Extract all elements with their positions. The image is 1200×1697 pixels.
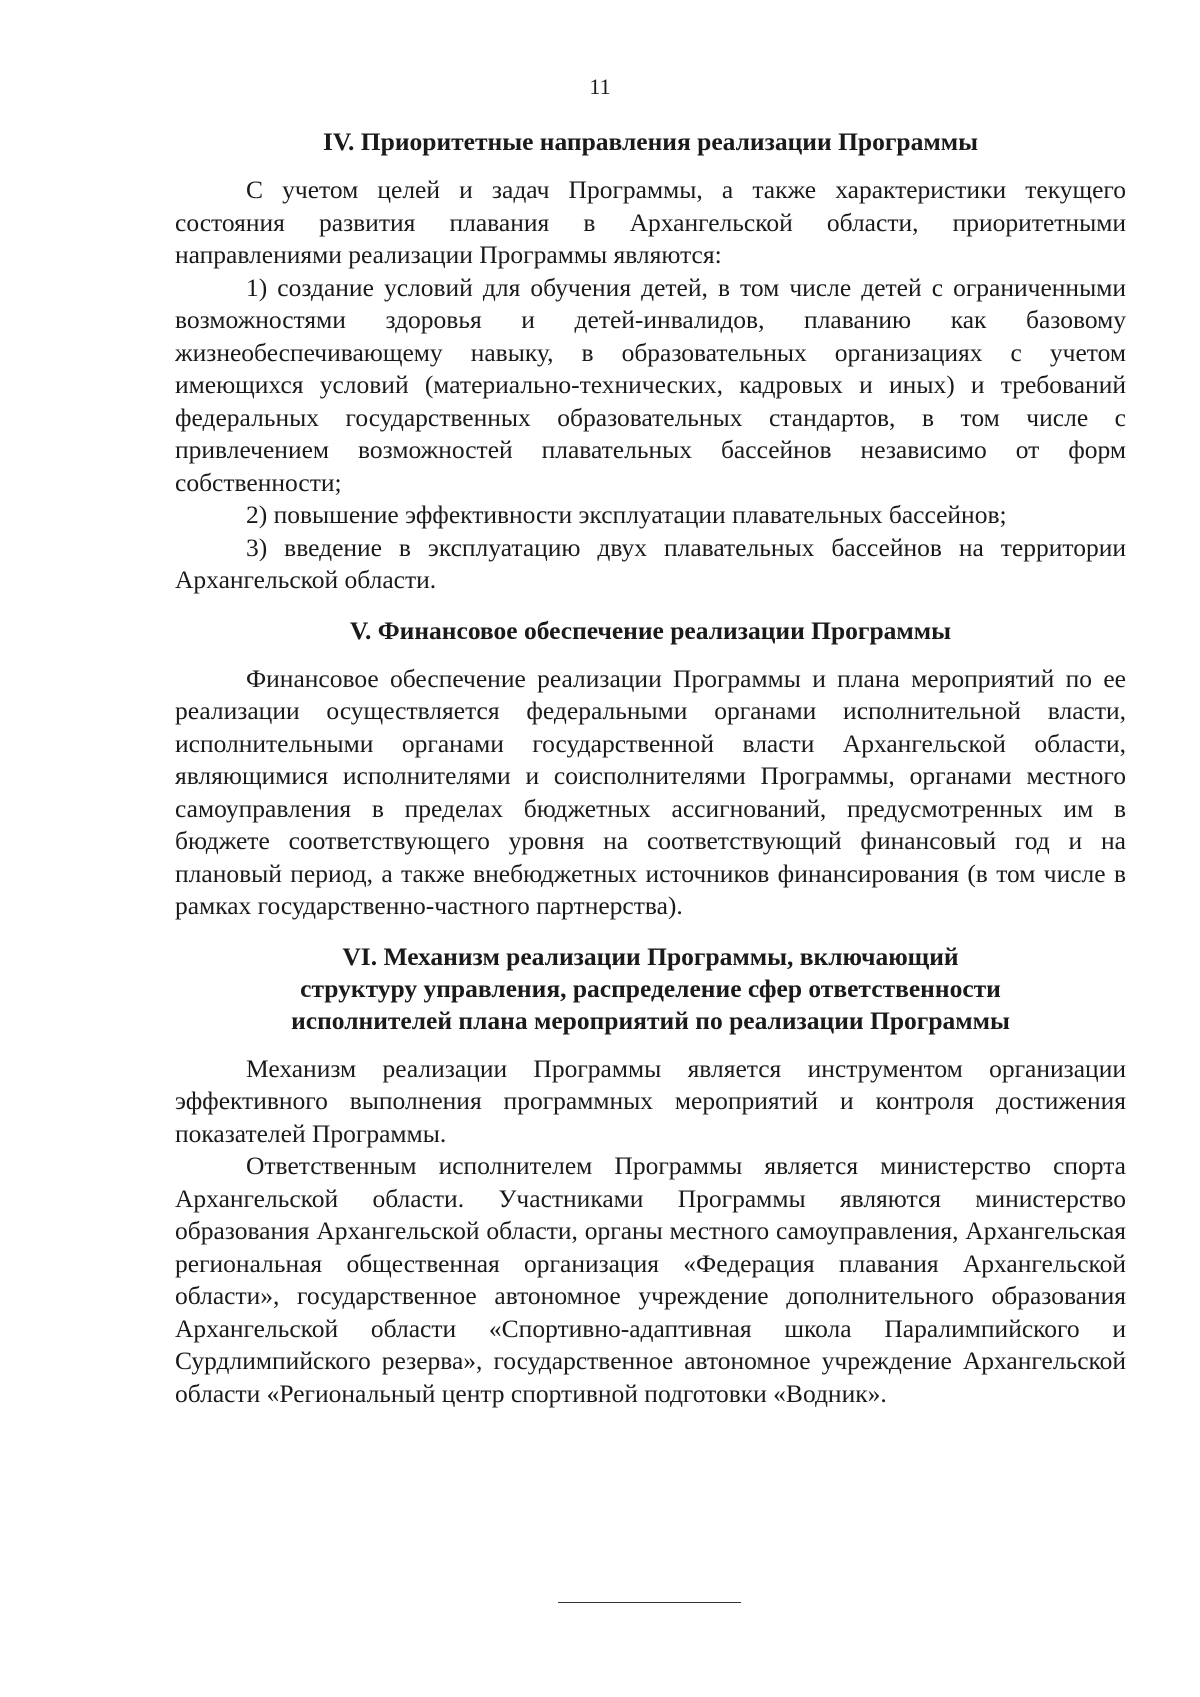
paragraph: Ответственным исполнителем Программы является министерство спорта Архангельской области. Участниками Программы являются министерство образования Архангельской области, органы местного самоуправления, Архангельская региональная общественная организация «Федерация плавания Архангельской области», государственное автономное учреждение дополнительного образования Архангельской области «Спортивно-адаптивная школа Паралимпийского и Сурдлимпийского резерва», государственное автономное учреждение Архангельской области «Региональный центр спортивной подготовки «Водник». (175, 1151, 1126, 1408)
list-item: 1) создание условий для обучения детей, в том числе детей с ограниченными возможностями здоровья и детей-инвалидов, плаванию как базовому жизнеобеспечивающему навыку, в образовательных организациях с учетом имеющихся условий (материально-технических, кадровых и иных) и требований федеральных государственных образовательных стандартов, в том числе с привлечением возможностей плавательных бассейнов независимо от форм собственности; (175, 272, 1126, 497)
paragraph: Механизм реализации Программы является инструментом организации эффективного выполнения программных мероприятий и контроля достижения показателей Программы. (175, 1053, 1126, 1148)
spacer (175, 647, 1126, 663)
list-item: 3) введение в эксплуатацию двух плавательных бассейнов на территории Архангельской области. (175, 532, 1126, 594)
heading-line: исполнителей плана мероприятий по реализации Программы (291, 1005, 1010, 1035)
list-item: 2) повышение эффективности эксплуатации плавательных бассейнов; (246, 500, 1007, 529)
heading-line: V. Финансовое обеспечение реализации Программы (349, 615, 952, 645)
heading-line: структуру управления, распределение сфер ответственности (300, 973, 1001, 1003)
spacer (175, 1037, 1126, 1053)
section-heading-vi (175, 941, 1126, 1037)
spacer (175, 923, 1126, 941)
spacer (175, 158, 1126, 174)
paragraph: Финансовое обеспечение реализации Программы и плана мероприятий по ее реализации осуществляется федеральными органами исполнительной власти, исполнительными органами государственной власти Архангельской области, являющимися исполнителями и соисполнителями Программы, органами местного самоуправления в пределах бюджетных ассигнований, предусмотренных им в бюджете соответствующего уровня на соответствующий финансовый год и на плановый период, а также внебюджетных источников финансирования (в том числе в рамках государственно-частного партнерства). (175, 663, 1126, 920)
heading-line: IV. Приоритетные направления реализации Программы (323, 127, 978, 156)
page-number: 11 (589, 74, 611, 99)
document-body (175, 126, 1126, 1410)
end-divider (558, 1602, 741, 1603)
section-heading-v (175, 615, 1126, 647)
paragraph: С учетом целей и задач Программы, а также характеристики текущего состояния развития плавания в Архангельской области, приоритетными направлениями реализации Программы являются: (175, 175, 1126, 269)
section-heading-iv (175, 126, 1126, 158)
heading-line: VI. Механизм реализации Программы, включающий (342, 941, 959, 971)
spacer (175, 597, 1126, 615)
